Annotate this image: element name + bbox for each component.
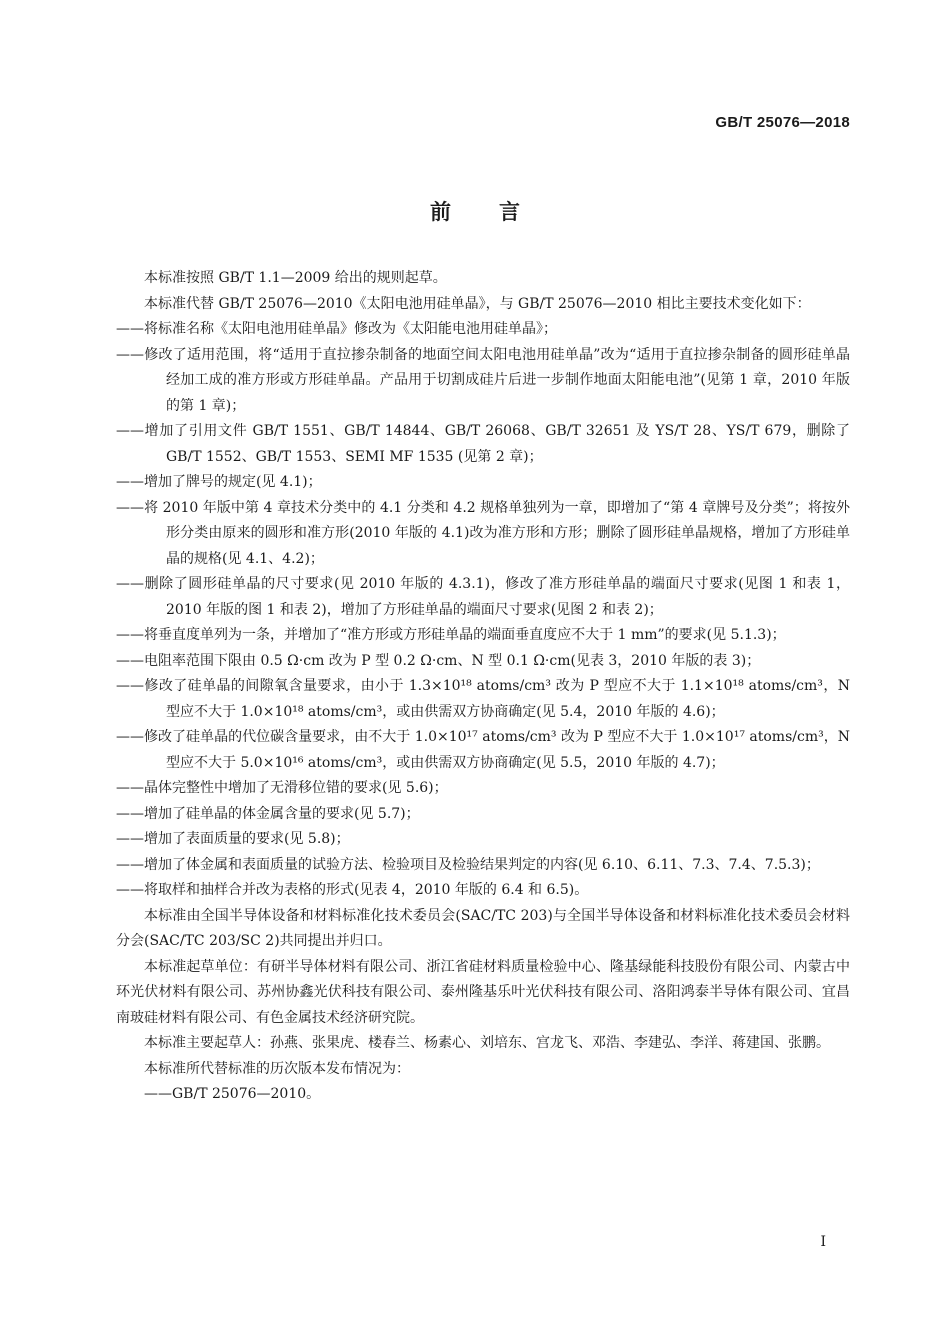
paragraph-history-intro: 本标准所代替标准的历次版本发布情况为：: [144, 1060, 410, 1077]
list-item: ——修改了适用范围，将“适用于直拉掺杂制备的地面空间太阳电池用硅单晶”改为“适用于直拉掺杂制备的圆形硅单晶经加工成的准方形或方形硅单晶。产品用于切割成硅片后进一步制作地面太阳能电池”(见第 1 章，2010 年版的第 1 章)；: [116, 346, 850, 414]
list-item: ——增加了硅单晶的体金属含量的要求(见 5.7)；: [116, 805, 420, 822]
page-title: 前言: [430, 200, 568, 224]
paragraph-history-item: ——GB/T 25076—2010。: [144, 1086, 321, 1102]
list-item: ——修改了硅单晶的代位碳含量要求，由不大于 1.0×10¹⁷ atoms/cm³ 改为 P 型应不大于 1.0×10¹⁷ atoms/cm³，N 型应不大于 5.0×10¹⁶ atoms/cm³，或由供需双方协商确定(见 5.5，2010 年版的 4.7)；: [116, 729, 850, 771]
paragraph-proposer: 本标准由全国半导体设备和材料标准化技术委员会(SAC/TC 203)与全国半导体设备和材料标准化技术委员会材料分会(SAC/TC 203/SC 2)共同提出并归口。: [116, 907, 850, 949]
list-item: ——电阻率范围下限由 0.5 Ω·cm 改为 P 型 0.2 Ω·cm、N 型 0.1 Ω·cm(见表 3，2010 年版的表 3)；: [116, 652, 761, 669]
list-item: ——修改了硅单晶的间隙氧含量要求，由小于 1.3×10¹⁸ atoms/cm³ 改为 P 型应不大于 1.1×10¹⁸ atoms/cm³，N 型应不大于 1.0×10¹⁸ atoms/cm³，或由供需双方协商确定(见 5.4，2010 年版的 4.6)；: [116, 678, 850, 720]
list-item: ——增加了体金属和表面质量的试验方法、检验项目及检验结果判定的内容(见 6.10、6.11、7.3、7.4、7.5.3)；: [116, 856, 820, 873]
list-item: ——将 2010 年版中第 4 章技术分类中的 4.1 分类和 4.2 规格单独列为一章，即增加了“第 4 章牌号及分类”；将按外形分类由原来的圆形和准方形(2010 年版的 4.1)改为准方形和方形；删除了圆形硅单晶规格，增加了方形硅单晶的规格(见 4.1、4.2)；: [116, 499, 850, 567]
list-item: ——将垂直度单列为一条，并增加了“准方形或方形硅单晶的端面垂直度应不大于 1 mm”的要求(见 5.1.3)；: [116, 627, 786, 643]
paragraph-drafters: 本标准主要起草人：孙燕、张果虎、楼春兰、杨素心、刘培东、宫龙飞、邓浩、李建弘、李洋、蒋建国、张鹏。: [144, 1035, 830, 1051]
list-item: ——增加了引用文件 GB/T 1551、GB/T 14844、GB/T 26068、GB/T 32651 及 YS/T 28、YS/T 679，删除了 GB/T 1552、GB/T 1553、SEMI MF 1535 (见第 2 章)；: [116, 423, 850, 465]
standard-code: GB/T 25076—2018: [715, 114, 850, 131]
list-item: ——增加了牌号的规定(见 4.1)；: [116, 474, 322, 490]
list-item: ——将标准名称《太阳电池用硅单晶》修改为《太阳能电池用硅单晶》；: [116, 321, 557, 337]
list-item: ——晶体完整性中增加了无滑移位错的要求(见 5.6)；: [116, 780, 448, 796]
list-item: ——删除了圆形硅单晶的尺寸要求(见 2010 年版的 4.3.1)，修改了准方形硅单晶的端面尺寸要求(见图 1 和表 1，2010 年版的图 1 和表 2)，增加了方形硅单晶的端面尺寸要求(见图 2 和表 2)；: [116, 576, 850, 618]
paragraph-drafting-rules: 本标准按照 GB/T 1.1—2009 给出的规则起草。: [144, 270, 447, 286]
foreword-body: [116, 266, 850, 1108]
page-number: I: [820, 1234, 826, 1250]
list-item: ——增加了表面质量的要求(见 5.8)；: [116, 831, 350, 847]
list-item: ——将取样和抽样合并改为表格的形式(见表 4，2010 年版的 6.4 和 6.5)。: [116, 882, 589, 898]
paragraph-replacement: 本标准代替 GB/T 25076—2010《太阳电池用硅单晶》，与 GB/T 25076—2010 相比主要技术变化如下：: [144, 295, 811, 312]
paragraph-drafting-units: 本标准起草单位：有研半导体材料有限公司、浙江省硅材料质量检验中心、隆基绿能科技股份有限公司、内蒙古中环光伏材料有限公司、苏州协鑫光伏科技有限公司、泰州隆基乐叶光伏科技有限公司、洛阳鸿泰半导体有限公司、宜昌南玻硅材料有限公司、有色金属技术经济研究院。: [116, 958, 850, 1026]
